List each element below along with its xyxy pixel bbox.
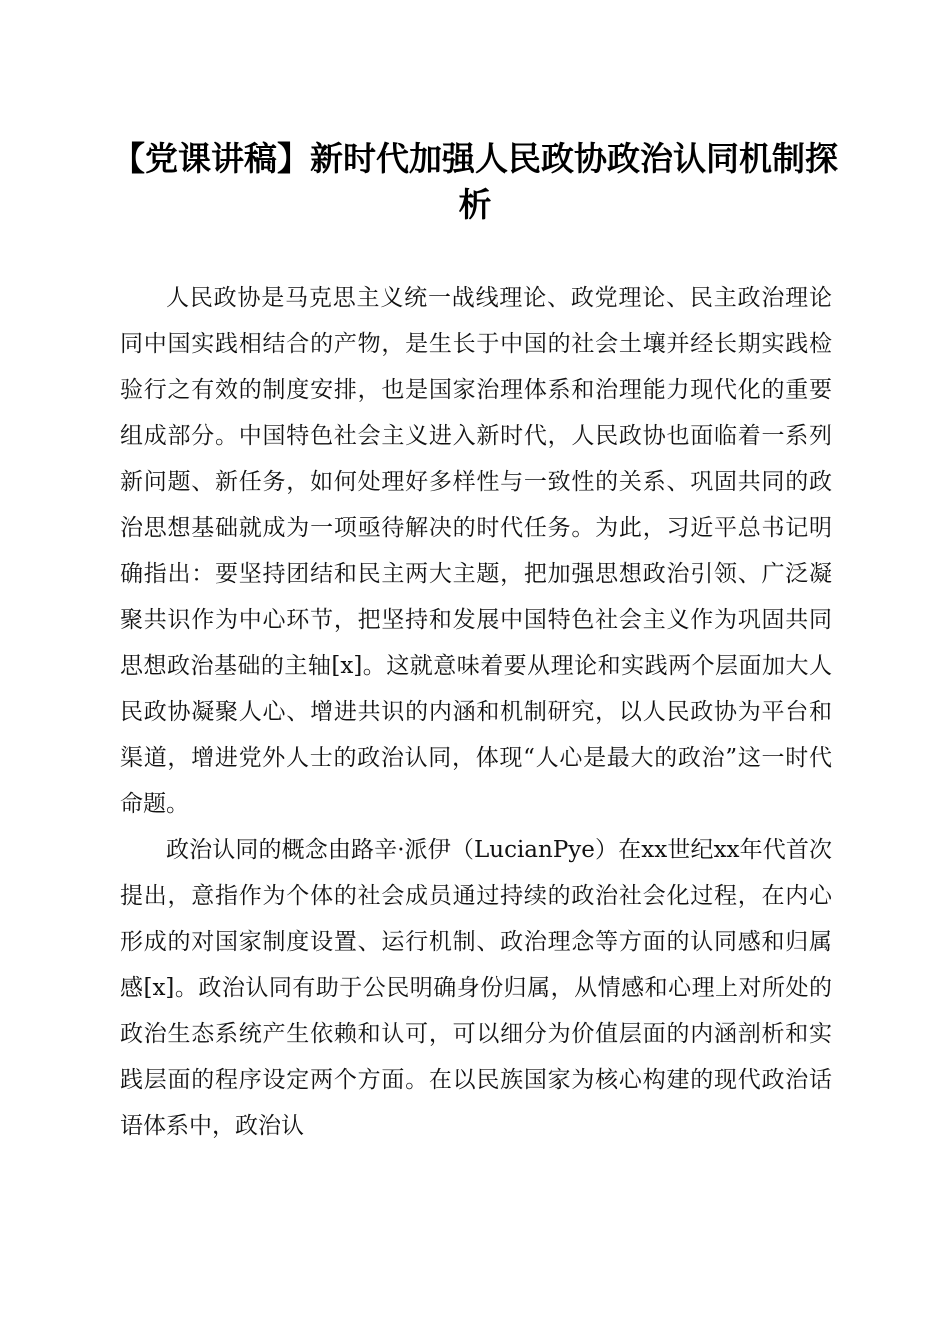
document-title: 【党课讲稿】新时代加强人民政协政治认同机制探析: [112, 139, 838, 224]
paragraph: 政治认同的概念由路辛·派伊（LucianPye）在xx世纪xx年代首次提出，意指作为个体的社会成员通过持续的政治社会化过程，在内心形成的对国家制度设置、运行机制、政治理念等方面的认同感和归属感[x]。政治认同有助于公民明确身份归属，从情感和心理上对所处的政治生态系统产生依赖和认可，可以细分为价值层面的内涵剖析和实践层面的程序设定两个方面。在以民族国家为核心构建的现代政治话语体系中，政治认: [120, 837, 832, 1139]
paragraph: 人民政协是马克思主义统一战线理论、政党理论、民主政治理论同中国实践相结合的产物，是生长于中国的社会土壤并经长期实践检验行之有效的制度安排，也是国家治理体系和治理能力现代化的重要组成部分。中国特色社会主义进入新时代，人民政协也面临着一系列新问题、新任务，如何处理好多样性与一致性的关系、巩固共同的政治思想基础就成为一项亟待解决的时代任务。为此，习近平总书记明确指出：要坚持团结和民主两大主题，把加强思想政治引领、广泛凝聚共识作为中心环节，把坚持和发展中国特色社会主义作为巩固共同思想政治基础的主轴[x]。这就意味着要从理论和实践两个层面加大人民政协凝聚人心、增进共识的内涵和机制研究，以人民政协为平台和渠道，增进党外人士的政治认同，体现“人心是最大的政治”这一时代命题。: [120, 285, 832, 817]
document-body: [120, 275, 832, 1149]
